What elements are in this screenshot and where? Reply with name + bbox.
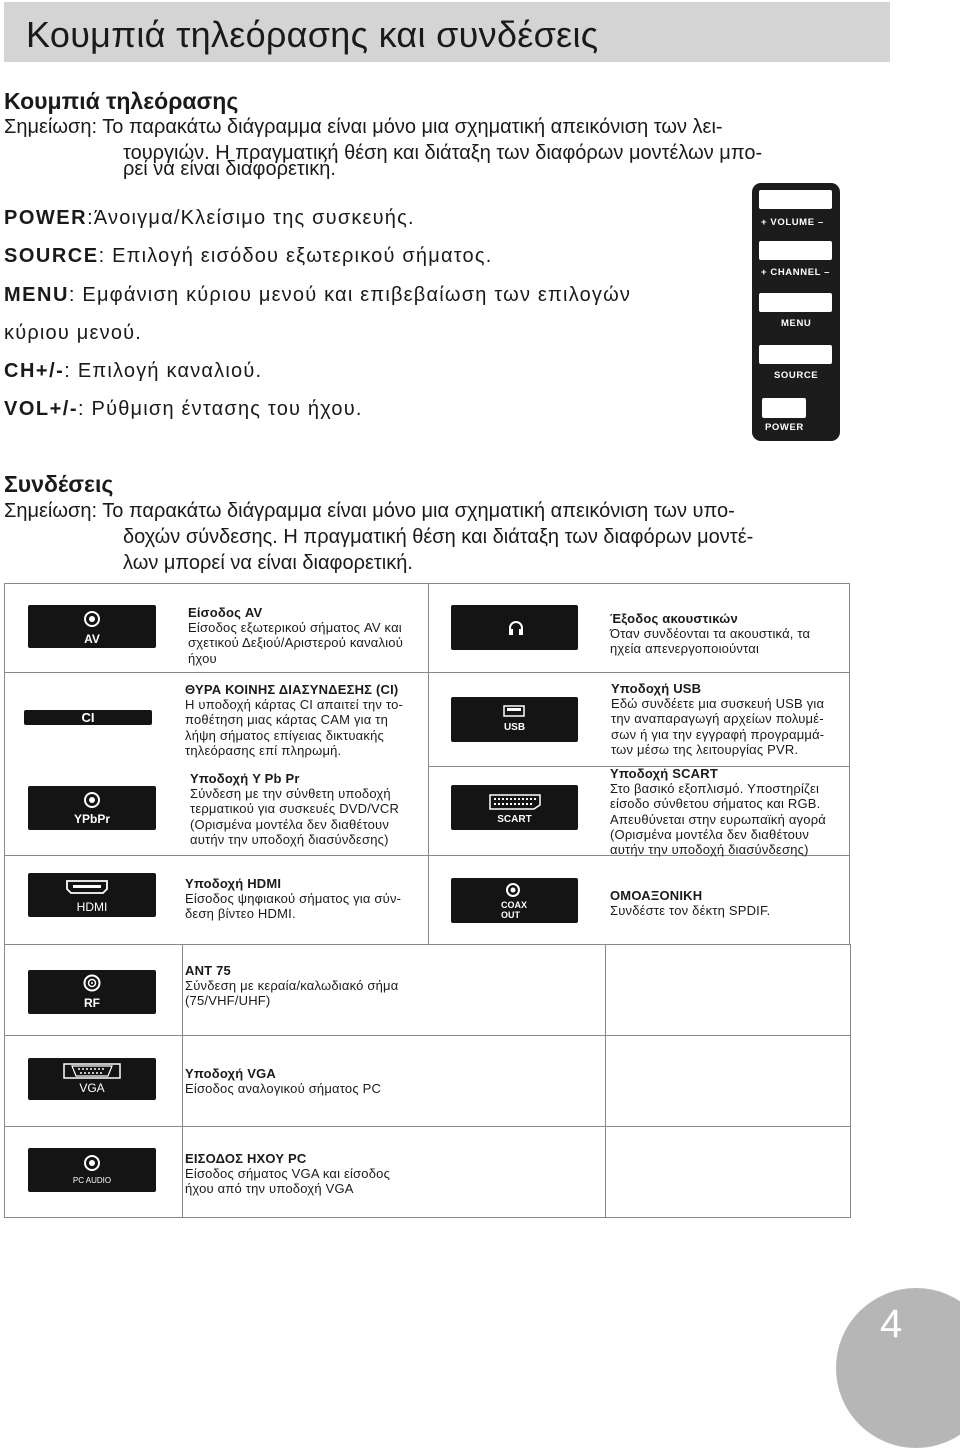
ci-description: ΘΥΡΑ ΚΟΙΝΗΣ ΔΙΑΣΥΝΔΕΣΗΣ (CI) Η υποδοχή κάρτας CI απαιτεί την το- ποθέτηση μιας κάρτας CAM για τη λήψη σήματος επίγειας δικτυακής τηλεόρασης επί πληρωμή. — [185, 682, 404, 758]
vga-title: Υποδοχή VGA — [185, 1066, 276, 1081]
tv-button-panel — [752, 183, 840, 441]
vga-port-icon — [28, 1058, 156, 1100]
ypbpr-description: Υποδοχή Y Pb Pr Σύνδεση με την σύνθετη υποδοχή τερματικού για συσκευές DVD/VCR (Ορισμένα μοντέλα δεν διαθέτουν αυτήν την υποδοχή διασύνδεσης) — [190, 771, 400, 847]
page-number: 4 — [880, 1302, 903, 1346]
scart-icon-label: SCART — [497, 814, 532, 825]
av-icon-label: AV — [84, 632, 100, 646]
ypbpr-title: Υποδοχή Y Pb Pr — [190, 771, 300, 786]
av-description: Είσοδος AV Είσοδος εξωτερικού σήματος AV και σχετικού Δεξιού/Αριστερού καναλιού ήχου — [188, 605, 404, 666]
vga-description: Υποδοχή VGA Είσοδος αναλογικού σήματος PC — [185, 1066, 382, 1097]
coax-title: ΟΜΟΑΞΟΝΙΚΗ — [610, 888, 703, 903]
hdmi-connector-icon — [65, 879, 109, 895]
antenna-jack-icon — [83, 974, 101, 992]
connections-note-line: Σημείωση: Το παρακάτω διάγραμμα είναι μόνο μια σχηματική απεικόνιση των υπο- — [4, 500, 735, 522]
headphones-description: Έξοδος ακουστικών Όταν συνδέονται τα ακουστικά, τα ηχεία απενεργοποιούνται — [610, 611, 811, 657]
usb-icon-label: USB — [503, 722, 526, 733]
rf-port-icon — [28, 970, 156, 1014]
headphone-port-icon — [451, 605, 578, 650]
av-port-icon — [28, 605, 156, 648]
control-power: POWER:Άνοιγμα/Κλείσιμο της συσκευής. — [4, 207, 415, 229]
rf-description: ANT 75 Σύνδεση με κεραία/καλωδιακό σήμα (75/VHF/UHF) — [185, 963, 399, 1009]
ci-slot-icon — [24, 710, 152, 725]
volume-label: + VOLUME – — [761, 217, 824, 228]
buttons-note-line: ρεί να είναι διαφορετική. — [123, 158, 336, 180]
scart-port-icon — [451, 785, 578, 830]
power-button[interactable] — [762, 398, 806, 418]
headphones-title: Έξοδος ακουστικών — [610, 611, 738, 626]
headphones-icon — [507, 619, 525, 637]
usb-description: Υποδοχή USB Εδώ συνδέετε μια συσκευή USB για την αναπαραγωγή αρχείων πολυμέ- σων ή για την εγγραφή προγραμμά- των μέσω της λειτουργίας PVR. — [611, 681, 825, 757]
control-menu-cont: κύριου μενού. — [4, 322, 143, 344]
coax-description: ΟΜΟΑΞΟΝΙΚΗ Συνδέστε τον δέκτη SPDIF. — [610, 888, 771, 919]
scart-connector-icon — [488, 793, 542, 811]
control-source: SOURCE: Επιλογή εισόδου εξωτερικού σήματος. — [4, 245, 493, 267]
av-title: Είσοδος AV — [188, 605, 263, 620]
hdmi-description: Υποδοχή HDMI Είσοδος ψηφιακού σήματος για σύν- δεση βίντεο HDMI. — [185, 876, 402, 922]
scart-description: Υποδοχή SCART Στο βασικό εξοπλισμό. Υποστηρίζει είσοδο σύνθετου σήματος και RGB. Απευθύνεται στην ευρωπαϊκή αγορά (Ορισμένα μοντέλα δεν διαθέτουν αυτήν την υποδοχή διασύνδεσης) — [610, 766, 826, 858]
hdmi-icon-label: HDMI — [76, 900, 108, 914]
coax-icon-label: COAX OUT — [501, 900, 528, 920]
pc-audio-title: ΕΙΣΟΔΟΣ ΗΧΟΥ PC — [185, 1151, 307, 1166]
ci-title: ΘΥΡΑ ΚΟΙΝΗΣ ΔΙΑΣΥΝΔΕΣΗΣ (CI) — [185, 682, 399, 697]
pc-audio-description: ΕΙΣΟΔΟΣ ΗΧΟΥ PC Είσοδος σήματος VGA και είσοδος ήχου από την υποδοχή VGA — [185, 1151, 391, 1197]
page-header — [4, 2, 890, 62]
pc-audio-icon-label: PC AUDIO — [72, 1176, 112, 1185]
channel-label: + CHANNEL – — [761, 267, 830, 278]
rf-icon-label: RF — [84, 996, 100, 1010]
ypbpr-port-icon — [28, 786, 156, 830]
rca-jack-icon — [84, 792, 100, 808]
volume-button[interactable] — [759, 190, 832, 209]
coax-port-icon — [451, 878, 578, 923]
menu-label: MENU — [781, 318, 812, 329]
scart-title: Υποδοχή SCART — [610, 766, 718, 781]
rca-jack-icon — [84, 611, 100, 627]
rf-title: ANT 75 — [185, 963, 231, 978]
vga-connector-icon — [62, 1062, 122, 1080]
ci-icon-label: CI — [81, 710, 95, 725]
connections-heading: Συνδέσεις — [4, 471, 114, 497]
source-button[interactable] — [759, 345, 832, 364]
connections-note-line: λων μπορεί να είναι διαφορετική. — [123, 552, 413, 574]
vga-icon-label: VGA — [79, 1081, 105, 1095]
hdmi-title: Υποδοχή HDMI — [185, 876, 282, 891]
source-label: SOURCE — [774, 370, 819, 381]
connections-note-line: δοχών σύνδεσης. Η πραγματική θέση και διάταξη των διαφόρων μοντέ- — [123, 526, 754, 548]
hdmi-port-icon — [28, 873, 156, 917]
control-menu: MENU: Εμφάνιση κύριου μενού και επιβεβαίωση των επιλογών — [4, 284, 632, 306]
channel-button[interactable] — [759, 241, 832, 260]
usb-port-icon — [451, 697, 578, 742]
menu-button[interactable] — [759, 293, 832, 312]
pc-audio-port-icon — [28, 1148, 156, 1192]
buttons-note-line: τουργιών. Η πραγματική θέση και διάταξη των διαφόρων μοντέλων μπο- — [123, 142, 763, 164]
buttons-heading: Κουμπιά τηλεόρασης — [4, 88, 239, 114]
buttons-note-line: Σημείωση: Το παρακάτω διάγραμμα είναι μόνο μια σχηματική απεικόνιση των λει- — [4, 116, 723, 138]
power-label: POWER — [765, 422, 804, 433]
control-volume: VOL+/-: Ρύθμιση έντασης του ήχου. — [4, 398, 363, 420]
page-title: Κουμπιά τηλεόρασης και συνδέσεις — [26, 14, 599, 55]
usb-connector-icon — [503, 705, 525, 717]
usb-title: Υποδοχή USB — [611, 681, 702, 696]
ypbpr-icon-label: YPbPr — [73, 812, 110, 826]
audio-jack-icon — [84, 1155, 100, 1171]
coax-jack-icon — [505, 882, 521, 898]
control-channel: CH+/-: Επιλογή καναλιού. — [4, 360, 263, 382]
